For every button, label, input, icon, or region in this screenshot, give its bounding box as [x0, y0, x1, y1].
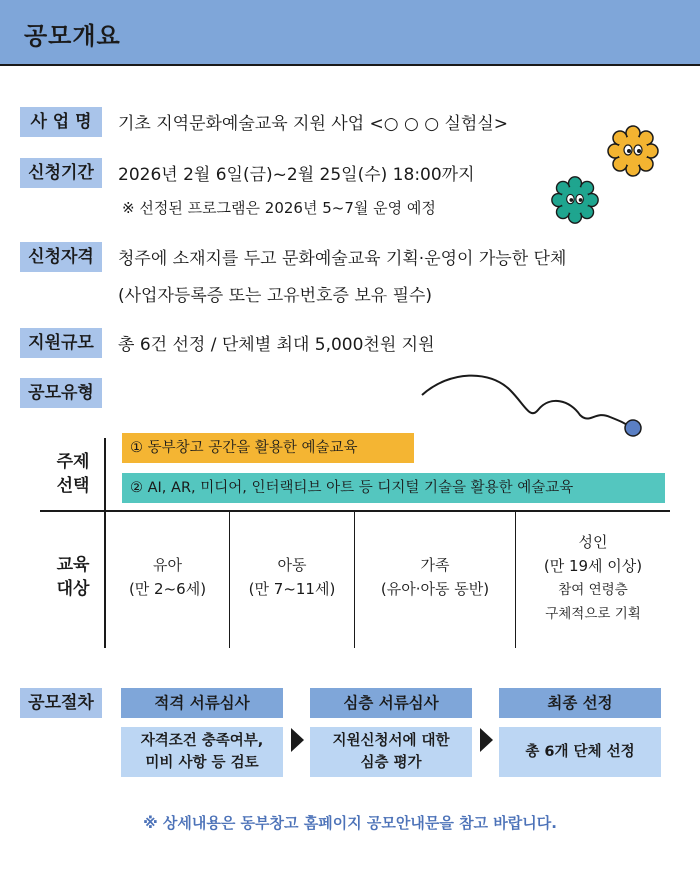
page-title: 공모개요: [24, 22, 121, 50]
business-label: 사 업 명: [20, 107, 102, 137]
theme-head-line2: 선택: [56, 476, 90, 496]
step-3-desc: [499, 727, 661, 777]
target-infant: [106, 553, 229, 601]
step-3-title: 최종 선정: [499, 688, 661, 718]
theme-option-2: ② AI, AR, 미디어, 인터랙티브 아트 등 디지털 기술을 활용한 예술교육: [122, 473, 665, 503]
target-child-age: (만 7~11세): [248, 580, 336, 598]
target-child-name: 아동: [277, 556, 307, 574]
period-value: 2026년 2월 6일(금)~2월 25일(수) 18:00까지: [118, 165, 475, 185]
target-head-line2: 대상: [56, 579, 90, 599]
eligibility-label: 신청자격: [20, 242, 102, 272]
period-label: 신청기간: [20, 158, 102, 188]
step-2-desc: [310, 727, 472, 777]
eligibility-line1: 청주에 소재지를 두고 문화예술교육 기획·운영이 가능한 단체: [118, 249, 567, 269]
target-adult-note1: 참여 연령층: [558, 582, 628, 598]
footer-note: ※ 상세내용은 동부창고 홈페이지 공모안내문을 참고 바랍니다.: [143, 814, 557, 832]
eligibility-line2: (사업자등록증 또는 고유번호증 보유 필수): [118, 286, 433, 306]
target-family: [355, 553, 515, 601]
theme-option-1: ① 동부창고 공간을 활용한 예술교육: [122, 433, 414, 463]
teal-smiley-flower-icon: [550, 175, 600, 225]
business-value: 기초 지역문화예술교육 지원 사업 <○ ○ ○ 실험실>: [118, 114, 508, 134]
target-adult: [516, 530, 670, 626]
theme-head: [48, 450, 98, 498]
swoosh-line-ball-icon: [420, 365, 650, 445]
arrow-2-icon: [480, 728, 493, 752]
step-1-title: 적격 서류심사: [121, 688, 283, 718]
arrow-1-icon: [291, 728, 304, 752]
procedure-label: 공모절차: [20, 688, 102, 718]
scale-value: 총 6건 선정 / 단체별 최대 5,000천원 지원: [118, 335, 435, 355]
page-header: [0, 0, 700, 66]
types-label: 공모유형: [20, 378, 102, 408]
step-3-desc-line1: 총 6개 단체 선정: [525, 744, 635, 760]
step-2-desc-line2: 심층 평가: [360, 755, 422, 771]
target-infant-name: 유아: [153, 556, 182, 574]
target-family-name: 가족: [420, 556, 450, 574]
target-head-line1: 교육: [56, 555, 90, 575]
target-child: [230, 553, 354, 601]
target-head: [48, 553, 98, 601]
step-1-desc: [121, 727, 283, 777]
target-family-desc: (유아·아동 동반): [380, 580, 490, 598]
step-2-title: 심층 서류심사: [310, 688, 472, 718]
target-adult-name: 성인: [578, 533, 608, 551]
target-adult-note2: 구체적으로 기획: [545, 606, 641, 622]
orange-smiley-flower-icon: [606, 124, 660, 178]
period-note: ※ 선정된 프로그램은 2026년 5~7월 운영 예정: [122, 199, 436, 217]
target-infant-age: (만 2~6세): [128, 580, 207, 598]
theme-head-line1: 주제: [56, 452, 90, 472]
step-1-desc-line1: 자격조건 충족여부,: [140, 733, 264, 749]
step-2-desc-line1: 지원신청서에 대한: [332, 733, 450, 749]
step-1-desc-line2: 미비 사항 등 검토: [145, 755, 259, 771]
scale-label: 지원규모: [20, 328, 102, 358]
target-adult-age: (만 19세 이상): [543, 557, 643, 575]
